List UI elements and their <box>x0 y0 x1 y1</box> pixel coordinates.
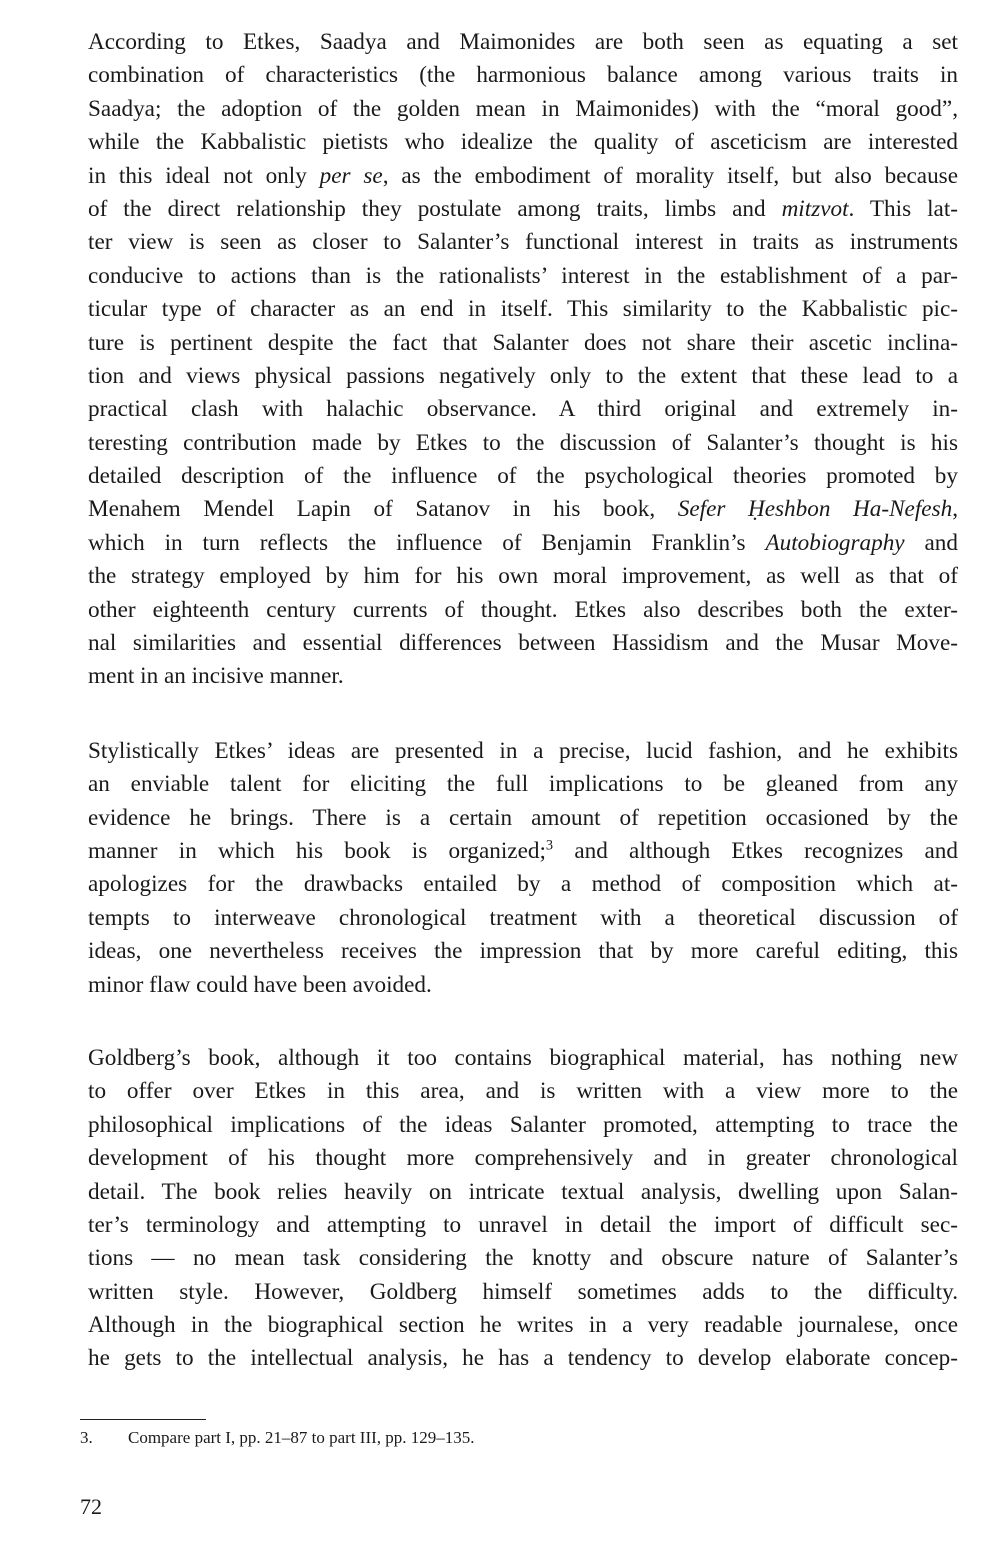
text-line: manner in which his book is organized;$^3$ and although Etkes recognizes and <box>88 837 958 864</box>
text-line: teresting contribution made by Etkes to the discussion of Salanter’s thought is his <box>88 429 958 456</box>
text-line: Although in the biographical section he writes in a very readable journalese, once <box>88 1312 958 1339</box>
text-line: ticular type of character as an end in itself. This similarity to the Kabbalistic pic- <box>88 296 958 323</box>
paragraph-1 <box>88 26 958 694</box>
text-line: an enviable talent for eliciting the full implications to be gleaned from any <box>88 771 958 798</box>
paragraph-2 <box>88 735 958 1002</box>
text-line: ment in an incisive manner. <box>88 663 344 690</box>
text-line: he gets to the intellectual analysis, he has a tendency to develop elaborate concep- <box>88 1345 958 1372</box>
footnote-text: Compare part I, pp. 21–87 to part III, pp. 129–135. <box>128 1428 475 1447</box>
text-line: apologizes for the drawbacks entailed by a method of composition which at- <box>88 871 958 898</box>
text-line: Saadya; the adoption of the golden mean in Maimonides) with the “moral good”, <box>88 95 958 122</box>
text-line: ture is pertinent despite the fact that Salanter does not share their ascetic inclina- <box>88 329 958 356</box>
text-line: tempts to interweave chronological treatment with a theoretical discussion of <box>88 904 958 931</box>
text-line: philosophical implications of the ideas Salanter promoted, attempting to trace the <box>88 1111 958 1138</box>
page-number: 72 <box>80 1494 102 1519</box>
text-line: other eighteenth century currents of thought. Etkes also describes both the exter- <box>88 596 958 623</box>
footnote-divider <box>80 1419 206 1420</box>
text-line: development of his thought more comprehensively and in greater chronological <box>88 1145 958 1172</box>
paragraph-3 <box>88 1042 958 1376</box>
text-line: the strategy employed by him for his own moral improvement, as well as that of <box>88 563 958 590</box>
text-line: Menahem Mendel Lapin of Satanov in his book, Sefer Ḥeshbon Ha-Nefesh, <box>88 496 959 523</box>
text-line: detail. The book relies heavily on intricate textual analysis, dwelling upon Salan- <box>88 1178 958 1205</box>
text-line: in this ideal not only per se, as the embodiment of morality itself, but also because <box>88 162 958 189</box>
text-line: combination of characteristics (the harmonious balance among various traits in <box>88 62 958 89</box>
text-line: evidence he brings. There is a certain amount of repetition occasioned by the <box>88 804 958 831</box>
text-line: practical clash with halachic observance. A third original and extremely in- <box>88 396 958 423</box>
text-line: detailed description of the influence of the psychological theories promoted by <box>88 463 958 490</box>
text-line: which in turn reflects the influence of Benjamin Franklin’s Autobiography and <box>88 529 958 556</box>
text-line: tion and views physical passions negatively only to the extent that these lead to a <box>88 362 958 389</box>
text-line: ideas, one nevertheless receives the impression that by more careful editing, this <box>88 938 958 965</box>
text-line: written style. However, Goldberg himself sometimes adds to the difficulty. <box>88 1278 958 1305</box>
footnote <box>80 1427 475 1449</box>
text-line: tions — no mean task considering the knotty and obscure nature of Salanter’s <box>88 1245 958 1272</box>
text-line: nal similarities and essential differences between Hassidism and the Musar Move- <box>88 630 958 657</box>
text-line: minor flaw could have been avoided. <box>88 971 432 998</box>
text-line: According to Etkes, Saadya and Maimonides are both seen as equating a set <box>88 29 958 55</box>
text-line: ter’s terminology and attempting to unravel in detail the import of difficult sec- <box>88 1211 958 1238</box>
text-line: Stylistically Etkes’ ideas are presented in a precise, lucid fashion, and he exhibits <box>88 737 958 764</box>
text-line: of the direct relationship they postulate among traits, limbs and mitzvot. This lat- <box>88 195 958 222</box>
text-line: to offer over Etkes in this area, and is written with a view more to the <box>88 1078 958 1105</box>
page-body <box>88 26 958 1376</box>
text-line: while the Kabbalistic pietists who idealize the quality of asceticism are interested <box>88 129 958 156</box>
text-line: Goldberg’s book, although it too contains biographical material, has nothing new <box>88 1044 958 1071</box>
text-line: conducive to actions than is the rationalists’ interest in the establishment of a par- <box>88 262 958 289</box>
text-line: ter view is seen as closer to Salanter’s functional interest in traits as instruments <box>88 229 958 256</box>
footnote-number: 3. <box>80 1428 93 1447</box>
